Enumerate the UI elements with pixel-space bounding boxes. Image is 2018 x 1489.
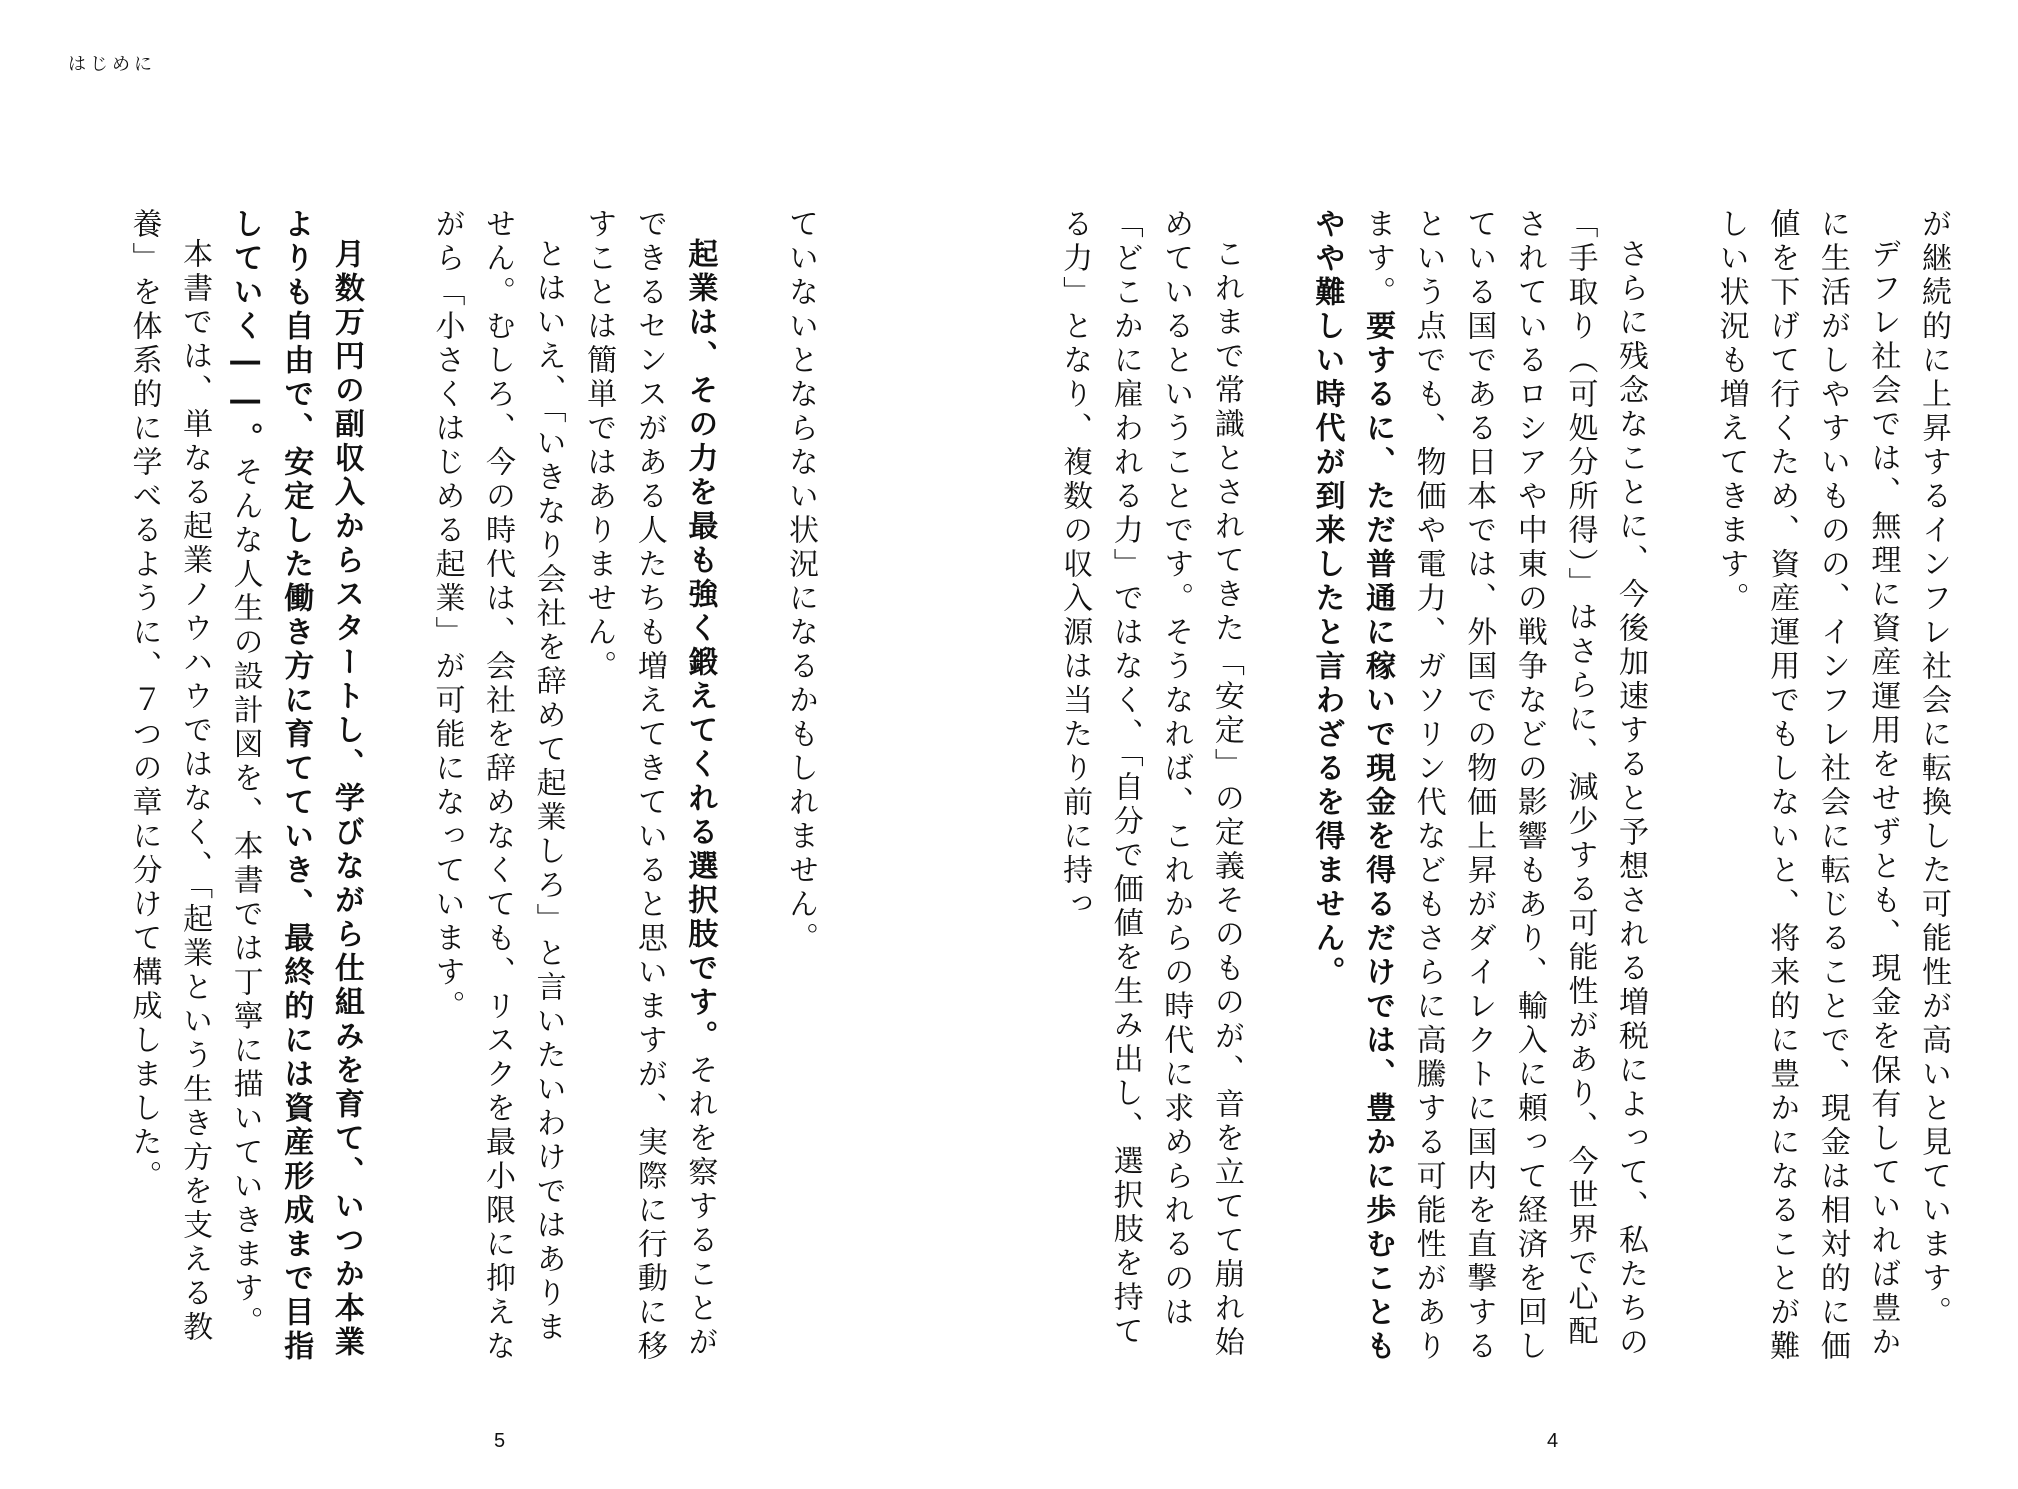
paragraph (1301, 208, 1655, 1378)
emphasis-text: 要するに、ただ普通に稼いで現金を得るだけでは、豊かに歩むこともやや難しい時代が到来したと言わざるを得ません。 (1309, 208, 1396, 1364)
page-number-right: 4 (1547, 1430, 1559, 1452)
paragraph: ていないとならない状況になるかもしれません。 (783, 208, 818, 956)
emphasis-text: 月数万円の副収入からスタートし、学びながら仕組みを育て、いつか本業よりも自由で、安定した働き方に育てていき、最終的には資産形成まで目指していく――。 (227, 208, 364, 1364)
paragraph: デフレ社会では、無理に資産運用をせずとも、現金を保有していれば豊かに生活がしやすいものの、インフレ社会に転じることで、現金は相対的に価値を下げて行くため、資産運用でもしないと、将来的に豊かになることが難しい状況も増えてきます。 (1713, 208, 1901, 1364)
paragraph-text: それを察することができるセンスがある人たちも増えてきていると思いますが、実際に行動に移すことは簡単ではありません。 (581, 208, 718, 1364)
paragraph: が継続的に上昇するインフレ社会に転換した可能性が高いと見ています。 (1916, 208, 1951, 1330)
paragraph: とはいえ、「いきなり会社を辞めて起業しろ」と言いたいわけではありません。むしろ、今の時代は、会社を辞めなくても、リスクを最小限に抑えながら「小さくはじめる起業」が可能になっています。 (429, 208, 566, 1364)
paragraph-gap (371, 208, 421, 1378)
right-page-body (1057, 208, 1958, 1378)
paragraph (573, 208, 725, 1378)
paragraph-text: そんな人生の設計図を、本書では丁寧に描いていきます。 (227, 456, 263, 1340)
paragraph: これまで常識とされてきた「安定」の定義そのものが、音を立てて崩れ始めているということです。そうなれば、これからの時代に求められるのは「どこかに雇われる力」ではなく、「自分で価値を生み出し、選択肢を持てる力」となり、複数の収入源は当たり前に持っ (1057, 208, 1244, 1360)
page-number-left: 5 (494, 1430, 506, 1452)
paragraph: 本書では、単なる起業ノウハウではなく、「起業という生き方を支える教養」を体系的に学べるように、７つの章に分けて構成しました。 (126, 208, 213, 1345)
paragraph-gap (1655, 208, 1705, 1378)
paragraph-gap (1251, 208, 1301, 1378)
running-title: はじめに (68, 54, 156, 75)
emphasis-text: 起業は、その力を最も強く鍛えてくれる選択肢です。 (682, 238, 718, 1054)
paragraph-text: さらに残念なことに、今後加速すると予想される増税によって、私たちの「手取り（可処分所得）」はさらに、減少する可能性があり、今世界で心配されているロシアや中東の戦争などの影響もあり、輸入に頼って経済を回している国である日本では、外国での物価上昇がダイレクトに国内を直撃するという点でも、物価や電力、ガソリン代などもさらに高騰する可能性があります。 (1360, 208, 1649, 1364)
paragraph-gap (724, 208, 774, 1378)
paragraph (219, 208, 371, 1378)
left-page-body (126, 208, 825, 1378)
